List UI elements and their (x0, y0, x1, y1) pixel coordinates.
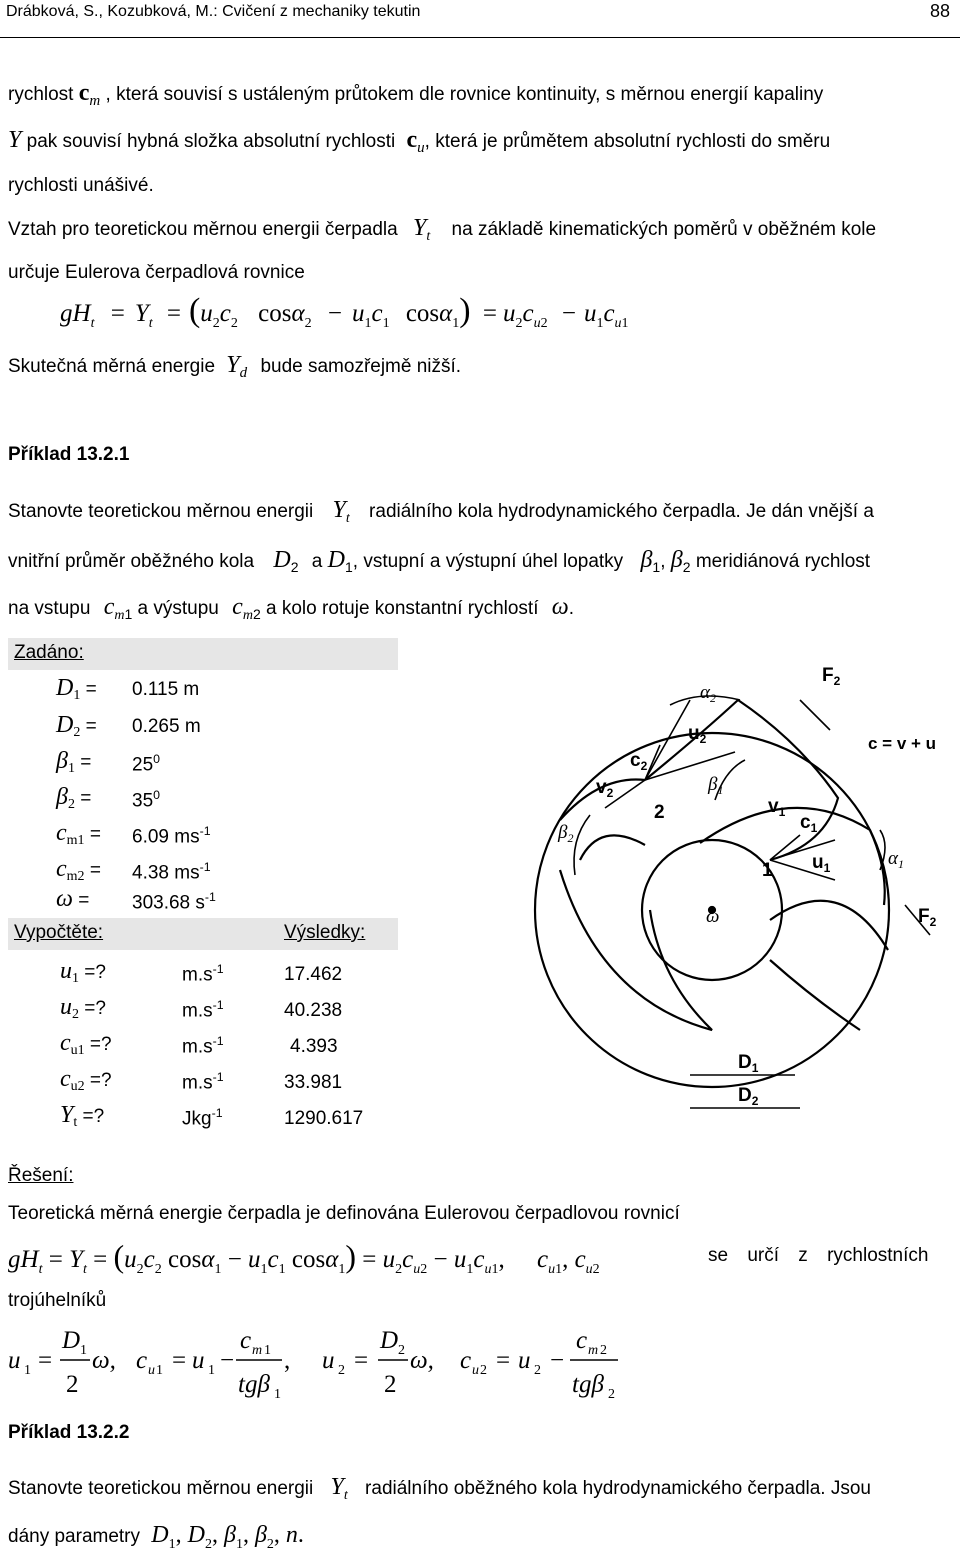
c1-vector (770, 840, 835, 860)
example-1-line-2-b: a (311, 551, 323, 572)
solution-line-3: trojúhelníků (8, 1290, 107, 1311)
f2-top-label: $F_2$ (822, 665, 841, 688)
blade-3 (770, 901, 888, 950)
given-value-text: 0.115 m (132, 679, 200, 700)
given-equals: = (84, 860, 101, 881)
intro-word-rychlost: rychlost (8, 84, 74, 105)
svg-text:2: 2 (608, 1387, 615, 1402)
d1-label: $D_1$ (738, 1052, 759, 1075)
unknown-unit (182, 1106, 223, 1130)
given-equals: = (74, 752, 92, 773)
svg-text:2: 2 (338, 1363, 345, 1378)
result-value: 40.238 (284, 1000, 343, 1021)
unknown-query: =? (79, 962, 106, 983)
given-equals: = (74, 788, 92, 809)
unknown-unit-text: m.s (182, 1072, 213, 1094)
given-equals: = (80, 716, 97, 737)
intro-line-3: rychlosti unášivé. (8, 175, 154, 196)
given-symbol: c (56, 856, 67, 882)
unknown-subscript: 2 (72, 1007, 79, 1023)
unknown-query: =? (79, 998, 106, 1019)
svg-text:ω,: ω, (92, 1347, 116, 1374)
unknown-symbol: c (60, 1066, 71, 1092)
u2-label: $u_2$ (688, 723, 707, 746)
unknown-subscript: u2 (70, 1079, 85, 1095)
given-superscript: -1 (199, 824, 211, 838)
intro-line-1-text: , která souvisí s ustáleným průtokem dle rovnice kontinuity, s měrnou energií kapaliny (105, 84, 824, 105)
svg-text:2: 2 (480, 1363, 487, 1378)
svg-text:=: = (354, 1347, 369, 1374)
given-superscript: -1 (204, 890, 216, 904)
svg-text:1: 1 (156, 1363, 163, 1378)
unknown-row (60, 1102, 104, 1131)
given-row (56, 675, 97, 704)
result-value: 17.462 (284, 964, 343, 985)
intro-line-4: Vztah pro teoretickou měrnou energii čerpadla $Y_t$ na základě kinematických poměrů v oběžném kole (8, 215, 877, 244)
example-1-line-1-post: radiálního kola hydrodynamického čerpadla. Je dán vnější a (369, 501, 874, 522)
svg-text:u: u (518, 1347, 531, 1374)
svg-text:u: u (192, 1347, 205, 1374)
unknown-symbol: u (60, 958, 72, 984)
unknown-symbol: u (60, 994, 72, 1020)
given-symbol: β (56, 784, 68, 810)
example-1-line-3: na vstupu $c_{m1}$ a výstupu $c_{m2}$ a kolo rotuje konstantní rychlostí ω. (8, 594, 575, 623)
intro-line-4-pre: Vztah pro teoretickou měrnou energii čerpadla (8, 219, 398, 240)
example-1-line-2-d: meridiánová rychlost (695, 551, 871, 572)
svg-text:1: 1 (264, 1343, 271, 1358)
f2-top-leader (800, 700, 830, 730)
svg-text:1: 1 (208, 1363, 215, 1378)
given-superscript: 0 (153, 752, 161, 766)
alpha2-label: $\alpha_2$ (700, 682, 716, 705)
unknown-unit-text: m.s (182, 1036, 213, 1058)
vector-equation: c = v + u (868, 734, 937, 753)
svg-text:−: − (550, 1347, 565, 1374)
svg-text:D: D (380, 1327, 399, 1354)
example-2-line-1-post: radiálního oběžného kola hydrodynamického čerpadla. Jsou (365, 1478, 871, 1499)
svg-text:2: 2 (534, 1363, 541, 1378)
unknown-query: =? (84, 1034, 112, 1055)
unknown-query: =? (77, 1106, 105, 1127)
given-value (132, 752, 160, 776)
f2-bottom-label: $F_2$ (918, 906, 937, 929)
point-2-label: 2 (654, 802, 665, 823)
given-superscript: 0 (153, 788, 161, 802)
given-subscript: m2 (66, 869, 85, 885)
unknown-row (60, 1030, 112, 1059)
given-value-text: 303.68 s (132, 892, 205, 914)
svg-text:1: 1 (24, 1363, 31, 1378)
intro-line-6-pre: Skutečná měrná energie (8, 356, 216, 377)
svg-text:2: 2 (384, 1371, 397, 1398)
given-equals: = (72, 890, 90, 911)
unknown-unit-superscript: -1 (212, 962, 224, 976)
blade-4 (770, 960, 860, 1030)
intro-line-2: Y pak souvisí hybná složka absolutní rychlosti $c_u$, která je průmětem absolutní rychlosti do směru (8, 127, 831, 156)
unknown-row (60, 958, 106, 987)
svg-text:=: = (172, 1347, 187, 1374)
unknown-unit-text: Jkg (182, 1108, 212, 1130)
v1-vector (770, 835, 800, 860)
svg-text:ω,: ω, (410, 1347, 434, 1374)
given-value-text: 25 (132, 754, 154, 776)
given-label: Zadáno: (14, 642, 84, 663)
unknown-symbol: Y (60, 1102, 74, 1128)
unknown-symbol: c (60, 1030, 71, 1056)
intro-line-1: rychlost $c_m$ , která souvisí s ustáleným průtokem dle rovnice kontinuity, s měrnou energií kapaliny (8, 80, 824, 109)
intro-line-2-text: pak souvisí hybná složka absolutní rychlosti (26, 131, 396, 152)
example-2-line-2: dány parametry $D_1$, $D_2$, $\beta_1$, $\beta_2$, n. (8, 1522, 304, 1552)
given-value (132, 716, 201, 738)
example-1-line-3-c: a kolo rotuje konstantní rychlostí (266, 598, 539, 619)
svg-text:c: c (460, 1347, 472, 1374)
svg-text:1: 1 (80, 1343, 87, 1358)
svg-text:2: 2 (600, 1343, 607, 1358)
example-1-line-2-a: vnitřní průměr oběžného kola (8, 551, 255, 572)
svg-text:2: 2 (66, 1371, 79, 1398)
unknown-unit-superscript: -1 (212, 1070, 224, 1084)
blade-1 (645, 700, 838, 860)
example-1-line-3-a: na vstupu (8, 598, 91, 619)
euler-equation: $gH_t = Y_t = (u_2c_2$ $\cos\alpha_2 - u_1c_1$ $\cos\alpha_1) = u_2c_{u2} - u_1c_{u1}$ (60, 292, 629, 331)
given-subscript: 1 (67, 761, 75, 777)
omega-label: ω (706, 906, 720, 927)
svg-text:1: 1 (274, 1387, 281, 1402)
given-value (132, 679, 199, 701)
result-value: 33.981 (284, 1072, 343, 1093)
given-value-text: 35 (132, 790, 154, 812)
given-subscript: 2 (67, 797, 75, 813)
beta2-arc (574, 815, 590, 875)
d2-label: $D_2$ (738, 1085, 759, 1108)
example-1-title: Příklad 13.2.1 (8, 444, 130, 465)
example-1-line-1: Stanovte teoretickou měrnou energii $Y_t$ radiálního kola hydrodynamického čerpadla. Je dán vnější a (8, 497, 874, 526)
svg-text:2: 2 (398, 1343, 405, 1358)
unknown-subscript: t (73, 1115, 78, 1131)
unknown-row (60, 994, 106, 1023)
svg-text:D: D (62, 1327, 81, 1354)
unknown-subscript: u1 (70, 1043, 85, 1059)
svg-text:tgβ: tgβ (238, 1371, 270, 1398)
svg-text:−: − (220, 1347, 235, 1374)
svg-text:c: c (576, 1327, 588, 1354)
given-value-text: 0.265 m (132, 716, 201, 737)
given-symbol: c (56, 820, 67, 846)
running-title: Drábková, S., Kozubková, M.: Cvičení z mechaniky tekutin (6, 3, 421, 20)
intro-line-6-post: bude samozřejmě nižší. (260, 356, 462, 377)
header-rule (0, 37, 960, 38)
unknown-unit (182, 998, 224, 1022)
c2-label: $c_2$ (630, 750, 648, 773)
given-row (56, 886, 89, 913)
svg-text:m: m (588, 1343, 599, 1358)
given-row (56, 784, 91, 813)
svg-text:=: = (496, 1347, 511, 1374)
beta2-label: $\beta_2$ (558, 822, 574, 845)
given-subscript: m1 (66, 833, 85, 849)
point-1-label: 1 (762, 860, 773, 881)
given-subscript: 1 (73, 688, 81, 704)
example-1-line-3-b: a výstupu (137, 598, 219, 619)
given-equals: = (84, 824, 101, 845)
given-row (56, 712, 97, 741)
given-symbol: ω (56, 886, 73, 912)
intro-line-2-post: , která je průmětem absolutní rychlosti do směru (424, 131, 831, 152)
solution-title: Řešení: (8, 1165, 74, 1186)
example-1-line-1-pre: Stanovte teoretickou měrnou energii (8, 501, 314, 522)
svg-text:tgβ: tgβ (572, 1371, 604, 1398)
page-number: 88 (930, 1, 951, 21)
example-2-line-2-pre: dány parametry (8, 1526, 141, 1547)
given-value (132, 890, 216, 914)
result-value: 4.393 (290, 1036, 338, 1057)
beta1-label: $\beta_1$ (708, 774, 724, 797)
c1-label: $c_1$ (800, 812, 818, 835)
results-label: Výsledky: (284, 922, 366, 943)
given-value-text: 4.38 ms (132, 862, 200, 884)
given-row (56, 748, 91, 777)
alpha1-label: $\alpha_1$ (888, 848, 904, 871)
compute-label: Vypočtěte: (14, 922, 104, 943)
example-1-line-2: vnitřní průměr oběžného kola $D_2$ a $D_1$, vstupní a výstupní úhel lopatky $\beta_1$, $\beta_2$ meridiánová rychlost (8, 547, 871, 575)
given-symbol: D (56, 712, 74, 738)
example-2-line-1-pre: Stanovte teoretickou měrnou energii (8, 1478, 314, 1499)
unknown-unit-superscript: -1 (211, 1106, 223, 1120)
velocity-formulas (0, 1320, 960, 1410)
unknown-row (60, 1066, 112, 1095)
v1-label: $v_1$ (768, 796, 786, 819)
result-value: 1290.617 (284, 1108, 364, 1129)
unknown-subscript: 1 (72, 971, 79, 987)
solution-line-2-post: se určí z rychlostních (708, 1245, 929, 1266)
given-row (56, 820, 101, 849)
svg-text:u: u (322, 1347, 335, 1374)
example-2-title: Příklad 13.2.2 (8, 1422, 130, 1443)
given-symbol: β (56, 748, 68, 774)
blade-2 (700, 808, 885, 905)
svg-text:=: = (38, 1347, 53, 1374)
given-value (132, 824, 211, 848)
svg-text:,: , (284, 1347, 291, 1374)
intro-line-5: určuje Eulerova čerpadlová rovnice (8, 262, 305, 283)
given-value (132, 860, 211, 884)
given-equals: = (80, 679, 97, 700)
unknown-unit (182, 1034, 224, 1058)
intro-line-6: Skutečná měrná energie $Y_d$ bude samozřejmě nižší. (8, 352, 462, 381)
unknown-unit-text: m.s (182, 964, 213, 986)
given-value (132, 788, 160, 812)
given-row (56, 856, 101, 885)
given-subscript: 2 (73, 725, 81, 741)
example-1-line-2-c: , vstupní a výstupní úhel lopatky (352, 551, 624, 572)
v2-label: $v_2$ (596, 777, 614, 800)
blade-5 (560, 870, 712, 1030)
svg-text:m: m (252, 1343, 263, 1358)
unknown-unit (182, 962, 224, 986)
given-symbol: D (56, 675, 74, 701)
blade-6 (580, 835, 645, 860)
svg-text:c: c (240, 1327, 252, 1354)
unknown-unit-superscript: -1 (212, 998, 224, 1012)
svg-text:u: u (8, 1347, 21, 1374)
unknown-unit (182, 1070, 224, 1094)
svg-text:u: u (148, 1363, 155, 1378)
solution-line-1: Teoretická měrná energie čerpadla je definována Eulerovou čerpadlovou rovnicí (8, 1203, 680, 1224)
u1-label: $u_1$ (812, 852, 831, 875)
unknown-unit-text: m.s (182, 1000, 213, 1022)
unknown-unit-superscript: -1 (212, 1034, 224, 1048)
svg-text:u: u (472, 1363, 479, 1378)
given-value-text: 6.09 ms (132, 826, 200, 848)
intro-line-4-post: na základě kinematických poměrů v oběžném kole (451, 219, 877, 240)
impeller-diagram (530, 650, 960, 1120)
given-superscript: -1 (199, 860, 211, 874)
solution-equation: $gH_t = Y_t = (u_2c_2$ $\cos\alpha_1 - u_1c_1$ $\cos\alpha_1) = u_2c_{u2} - u_1c_{u1}$, $c_{u1}$, $c_{u2}$ (8, 1238, 600, 1277)
svg-text:c: c (136, 1347, 148, 1374)
unknown-query: =? (84, 1070, 112, 1091)
example-2-line-1: Stanovte teoretickou měrnou energii $Y_t$ radiálního oběžného kola hydrodynamického čerpadla. Jsou (8, 1474, 871, 1503)
